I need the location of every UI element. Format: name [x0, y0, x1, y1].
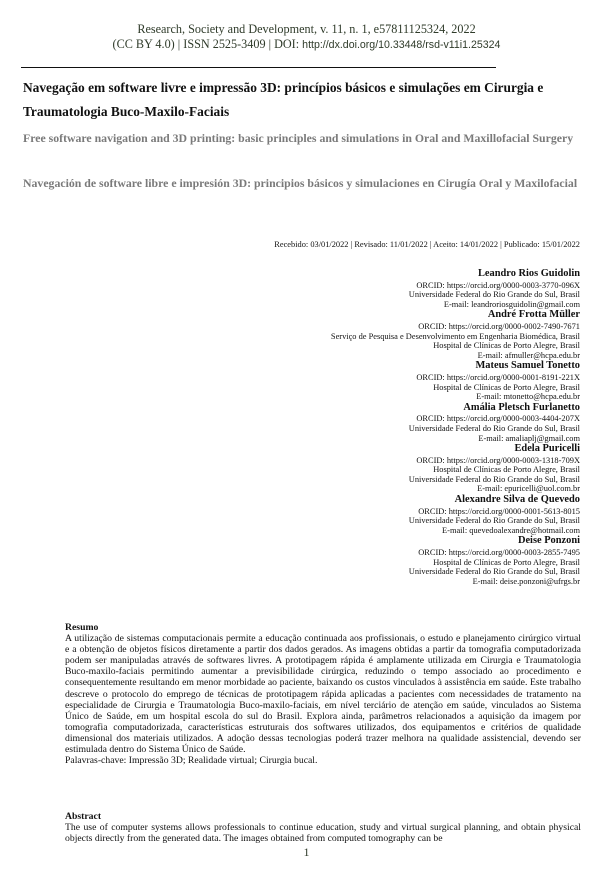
- author-block: [180, 268, 580, 309]
- author-block: [180, 443, 580, 494]
- author-email[interactable]: E-mail: quevedoalexandre@hotmail.com: [442, 525, 580, 535]
- header-divider: [21, 67, 496, 68]
- author-affiliation: Hospital de Clínicas de Porto Alegre, Brasil: [433, 557, 580, 567]
- author-affiliation: Universidade Federal do Rio Grande do Sul, Brasil: [408, 290, 580, 300]
- author-block: [180, 360, 580, 401]
- author-email[interactable]: E-mail: afmuller@hcpa.edu.br: [477, 350, 580, 360]
- author-block: [180, 309, 580, 360]
- resumo-heading: Resumo: [65, 622, 99, 633]
- abstract-section: [65, 811, 581, 844]
- author-email[interactable]: E-mail: leandroriosguidolin@gmail.com: [443, 299, 580, 309]
- author-affiliation: Universidade Federal do Rio Grande do Sul, Brasil: [408, 516, 580, 526]
- resumo-body: A utilização de sistemas computacionais permite a educação continuada aos profissionais, o estudo e planejamento cirúrgico virtual e a obtenção de objetos físicos diretamente a partir dos dados gerados. As imagens obtidas a partir da tomografia computadorizada podem ser manipuladas através de softwares livres. A prototipagem rápida é amplamente utilizada em Cirurgia e Traumatologia Buco-maxilo-faciais permitindo aumentar a previsibilidade cirúrgica, reduzindo o tempo associado ao procedimento e consequentemente resultando em menor morbidade ao paciente, baixando os custos vinculados à assistência em saúde. Este trabalho descreve o protocolo do emprego de técnicas de prototipagem rápida aplicadas a pacientes com necessidades de tratamento na especialidade de Cirurgia e Traumatologia Buco-maxilo-faciais, em nível terciário de atenção em saúde, vinculados ao Sistema Único de Saúde, em um hospital escola do sul do Brasil. Explora ainda, parâmetros relacionados a aquisição da imagem por tomografia computadorizada, características estruturais dos softwares utilizados, dos equipamentos e critérios de qualidade dimensional dos materiais utilizados. A adoção dessas tecnologias poderá trazer melhora na qualidade assistencial, devendo ser estimulada dentro do Sistema Único de Saúde.: [65, 633, 581, 756]
- title-portuguese: Navegação em software livre e impressão 3D: princípios básicos e simulações em Cirurgia e Traumatologia Buco-Maxilo-Faciais: [23, 80, 544, 119]
- author-email[interactable]: E-mail: mtonetto@hcpa.edu.br: [476, 392, 580, 402]
- author-affiliation: Serviço de Pesquisa e Desenvolvimento em Engenharia Biomédica, Brasil: [330, 331, 580, 341]
- page-number: 1: [303, 845, 310, 859]
- license-issn-doi: [0, 37, 613, 53]
- author-affiliation: Hospital de Clínicas de Porto Alegre, Brasil: [433, 382, 580, 392]
- author-email[interactable]: E-mail: amaliaplj@gmail.com: [478, 433, 580, 443]
- author-orcid[interactable]: ORCID: https://orcid.org/0000-0003-3770-096X: [416, 280, 580, 290]
- abstract-body: The use of computer systems allows professionals to continue education, study and virtual surgical planning, and obtain physical objects directly from the generated data. The images obtained from computed tomography can be: [65, 822, 581, 845]
- author-name: Leandro Rios Guidolin: [477, 268, 580, 279]
- author-name: Amália Pletsch Furlanetto: [463, 401, 580, 413]
- author-affiliation: Hospital de Clínicas de Porto Alegre, Brasil: [433, 341, 580, 351]
- author-name: Alexandre Silva de Quevedo: [454, 494, 580, 506]
- author-orcid[interactable]: ORCID: https://orcid.org/0000-0003-4404-207X: [416, 414, 580, 424]
- author-list: [180, 268, 580, 586]
- author-affiliation: Hospital de Clínicas de Porto Alegre, Brasil: [433, 465, 580, 475]
- author-affiliation: Universidade Federal do Rio Grande do Sul, Brasil: [408, 474, 580, 484]
- journal-header: [0, 22, 613, 53]
- doi-link[interactable]: http://dx.doi.org/10.33448/rsd-v11i1.25324: [302, 39, 501, 51]
- author-email[interactable]: E-mail: epuricelli@uol.com.br: [477, 484, 580, 494]
- author-name: André Frotta Müller: [487, 309, 580, 321]
- author-email[interactable]: E-mail: deise.ponzoni@ufrgs.br: [472, 576, 580, 586]
- resumo-section: [65, 622, 581, 766]
- author-orcid[interactable]: ORCID: https://orcid.org/0000-0003-2855-7495: [418, 548, 580, 558]
- author-affiliation: Universidade Federal do Rio Grande do Sul, Brasil: [408, 567, 580, 577]
- author-affiliation: Universidade Federal do Rio Grande do Sul, Brasil: [408, 423, 580, 433]
- author-name: Deise Ponzoni: [517, 535, 580, 547]
- author-orcid[interactable]: ORCID: https://orcid.org/0000-0002-7490-7671: [418, 321, 580, 331]
- author-block: [180, 494, 580, 535]
- keywords: Palavras-chave: Impressão 3D; Realidade virtual; Cirurgia bucal.: [65, 755, 318, 767]
- abstract-heading: Abstract: [65, 811, 102, 822]
- author-block: [180, 402, 580, 443]
- title-english: Free software navigation and 3D printing: basic principles and simulations in Oral and Maxillofacial Surgery: [23, 131, 574, 145]
- publication-dates: Recebido: 03/01/2022 | Revisado: 11/01/2022 | Aceito: 14/01/2022 | Publicado: 15/01/2022: [274, 240, 580, 249]
- license-issn: (CC BY 4.0) | ISSN 2525-3409 | DOI:: [112, 37, 303, 51]
- author-name: Edela Puricelli: [514, 443, 580, 455]
- journal-citation: Research, Society and Development, v. 11, n. 1, e57811125324, 2022: [137, 22, 476, 36]
- author-block: [180, 535, 580, 586]
- author-orcid[interactable]: ORCID: https://orcid.org/0000-0003-1318-709X: [416, 455, 580, 465]
- author-orcid[interactable]: ORCID: https://orcid.org/0000-0001-8191-221X: [416, 372, 580, 382]
- author-name: Mateus Samuel Tonetto: [475, 360, 580, 372]
- author-orcid[interactable]: ORCID: https://orcid.org/0000-0001-5613-8015: [418, 506, 580, 516]
- title-spanish: Navegación de software libre e impresión 3D: principios básicos y simulaciones en Cirugía Oral y Maxilofacial: [23, 176, 578, 190]
